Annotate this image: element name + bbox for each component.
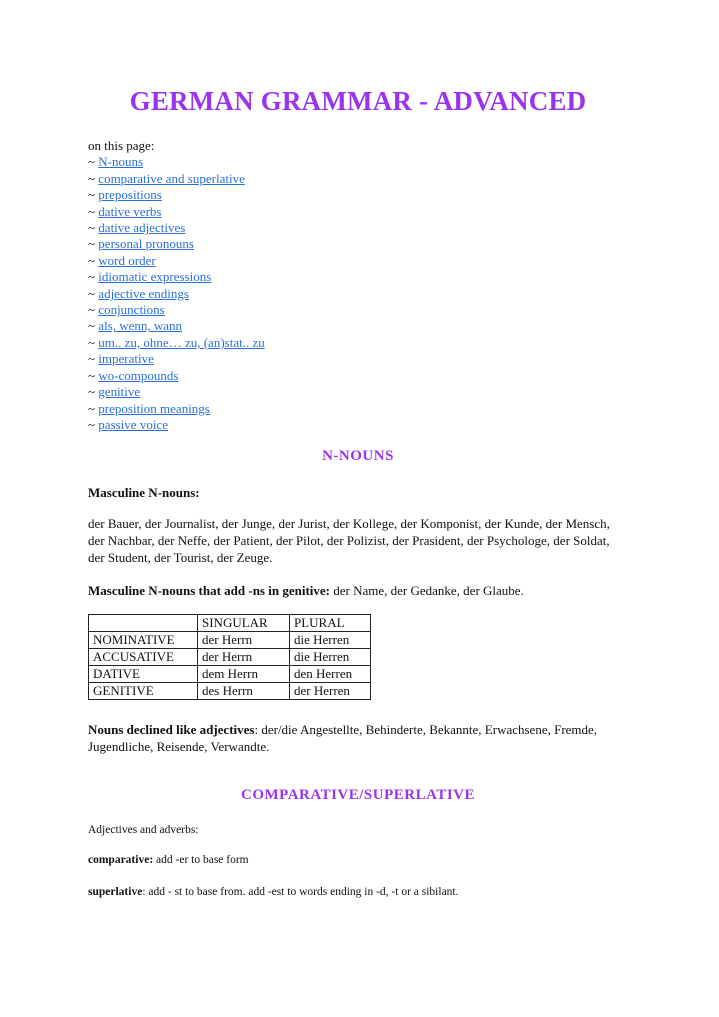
table-row bbox=[89, 649, 371, 666]
comparative-rule bbox=[88, 852, 618, 869]
toc-bullet: ~ bbox=[88, 334, 96, 350]
toc-link[interactable]: word order bbox=[98, 252, 156, 268]
toc-item bbox=[88, 269, 265, 285]
toc-bullet: ~ bbox=[88, 252, 96, 268]
table-cell: DATIVE bbox=[89, 666, 198, 683]
table-header-row bbox=[89, 615, 371, 632]
table-row bbox=[89, 632, 371, 649]
toc-link[interactable]: personal pronouns bbox=[98, 236, 194, 252]
toc-item bbox=[88, 187, 265, 203]
declension-table bbox=[88, 614, 371, 700]
toc-bullet: ~ bbox=[88, 220, 96, 236]
toc-link[interactable]: um.. zu, ohne… zu, (an)stat.. zu bbox=[98, 334, 265, 350]
toc-label: on this page: bbox=[88, 138, 155, 153]
comparative-text: add -er to base form bbox=[153, 854, 249, 866]
toc-bullet: ~ bbox=[88, 318, 96, 334]
table-cell: die Herren bbox=[290, 632, 371, 649]
adjective-nouns-label: Nouns declined like adjectives bbox=[88, 722, 255, 737]
toc-item bbox=[88, 368, 265, 384]
toc-link[interactable]: als, wenn, wann bbox=[98, 318, 183, 334]
toc-item bbox=[88, 351, 265, 367]
table-cell: den Herren bbox=[290, 666, 371, 683]
toc-bullet: ~ bbox=[88, 203, 96, 219]
toc-link[interactable]: comparative and superlative bbox=[98, 170, 245, 186]
adjectives-adverbs-intro: Adjectives and adverbs: bbox=[88, 824, 199, 836]
toc-item bbox=[88, 302, 265, 318]
toc-link[interactable]: wo-compounds bbox=[98, 367, 179, 383]
toc-link[interactable]: imperative bbox=[98, 351, 154, 367]
toc-link[interactable]: N-nouns bbox=[98, 154, 144, 170]
toc-link[interactable]: idiomatic expressions bbox=[98, 269, 212, 285]
toc-item bbox=[88, 154, 265, 170]
masculine-n-nouns-label-text: Masculine N-nouns: bbox=[88, 485, 200, 500]
section-heading-comparative: COMPARATIVE/SUPERLATIVE bbox=[240, 787, 476, 803]
ns-genitive-list: der Name, der Gedanke, der Glaube. bbox=[329, 583, 524, 598]
toc-bullet: ~ bbox=[88, 384, 96, 400]
toc-bullet: ~ bbox=[88, 367, 96, 383]
superlative-rule bbox=[88, 884, 618, 901]
toc-item bbox=[88, 384, 265, 400]
page-title: GERMAN GRAMMAR - ADVANCED bbox=[129, 86, 587, 116]
ns-genitive-paragraph bbox=[88, 582, 618, 599]
toc-link[interactable]: genitive bbox=[98, 384, 141, 400]
toc-bullet: ~ bbox=[88, 285, 96, 301]
toc-bullet: ~ bbox=[88, 269, 96, 285]
toc-link[interactable]: adjective endings bbox=[98, 285, 189, 301]
table-cell: dem Herrn bbox=[198, 666, 290, 683]
toc-item bbox=[88, 335, 265, 351]
table-row bbox=[89, 683, 371, 700]
table-cell: des Herrn bbox=[198, 683, 290, 700]
section-heading-n-nouns: N-NOUNS bbox=[322, 448, 394, 464]
toc-item bbox=[88, 171, 265, 187]
adjective-nouns-list: : der/die Angestellte, Behinderte, Bekannte, Erwachsene, Fremde, Jugendliche, Reisende, Verwandte. bbox=[88, 722, 598, 754]
adjective-nouns-paragraph bbox=[88, 721, 618, 755]
toc-link[interactable]: preposition meanings bbox=[98, 400, 210, 416]
masculine-n-nouns-list: der Bauer, der Journalist, der Junge, der Jurist, der Kollege, der Komponist, der Kunde, der Mensch, der Nachbar, der Neffe, der Patient, der Pilot, der Polizist, der Prasident, der Psychologe, der Soldat, der Student, der Tourist, der Zeuge. bbox=[88, 516, 610, 565]
toc-link[interactable]: passive voice bbox=[98, 416, 168, 432]
toc-item bbox=[88, 286, 265, 302]
toc-bullet: ~ bbox=[88, 416, 96, 432]
table-header-cell bbox=[89, 615, 198, 632]
table-cell: GENITIVE bbox=[89, 683, 198, 700]
table-row bbox=[89, 666, 371, 683]
toc-item bbox=[88, 220, 265, 236]
toc-bullet: ~ bbox=[88, 187, 96, 203]
toc-link[interactable]: prepositions bbox=[98, 187, 162, 203]
toc-bullet: ~ bbox=[88, 351, 96, 367]
table-cell: die Herren bbox=[290, 649, 371, 666]
toc-link[interactable]: conjunctions bbox=[98, 302, 165, 318]
toc-item bbox=[88, 253, 265, 269]
toc-item bbox=[88, 401, 265, 417]
toc-link[interactable]: dative adjectives bbox=[98, 220, 186, 236]
toc-item bbox=[88, 417, 265, 433]
ns-genitive-label: Masculine N-nouns that add -ns in genitive: bbox=[88, 583, 330, 598]
table-of-contents bbox=[88, 138, 265, 433]
superlative-label: superlative bbox=[88, 886, 143, 898]
superlative-text: : add - st to base from. add -est to words ending in -d, -t or a sibilant. bbox=[142, 886, 459, 898]
toc-bullet: ~ bbox=[88, 154, 96, 170]
toc-bullet: ~ bbox=[88, 170, 96, 186]
masculine-n-nouns-label bbox=[88, 484, 618, 501]
toc-bullet: ~ bbox=[88, 236, 96, 252]
table-header-cell: PLURAL bbox=[290, 615, 371, 632]
toc-list bbox=[88, 154, 265, 433]
table-cell: ACCUSATIVE bbox=[89, 649, 198, 666]
table-header-cell: SINGULAR bbox=[198, 615, 290, 632]
toc-item bbox=[88, 236, 265, 252]
toc-bullet: ~ bbox=[88, 302, 96, 318]
toc-link[interactable]: dative verbs bbox=[98, 203, 162, 219]
toc-item bbox=[88, 204, 265, 220]
table-cell: der Herrn bbox=[198, 632, 290, 649]
table-cell: der Herrn bbox=[198, 649, 290, 666]
declension-table-body bbox=[89, 615, 371, 700]
table-cell: der Herren bbox=[290, 683, 371, 700]
toc-bullet: ~ bbox=[88, 400, 96, 416]
toc-item bbox=[88, 318, 265, 334]
comparative-label: comparative: bbox=[88, 854, 154, 866]
table-cell: NOMINATIVE bbox=[89, 632, 198, 649]
